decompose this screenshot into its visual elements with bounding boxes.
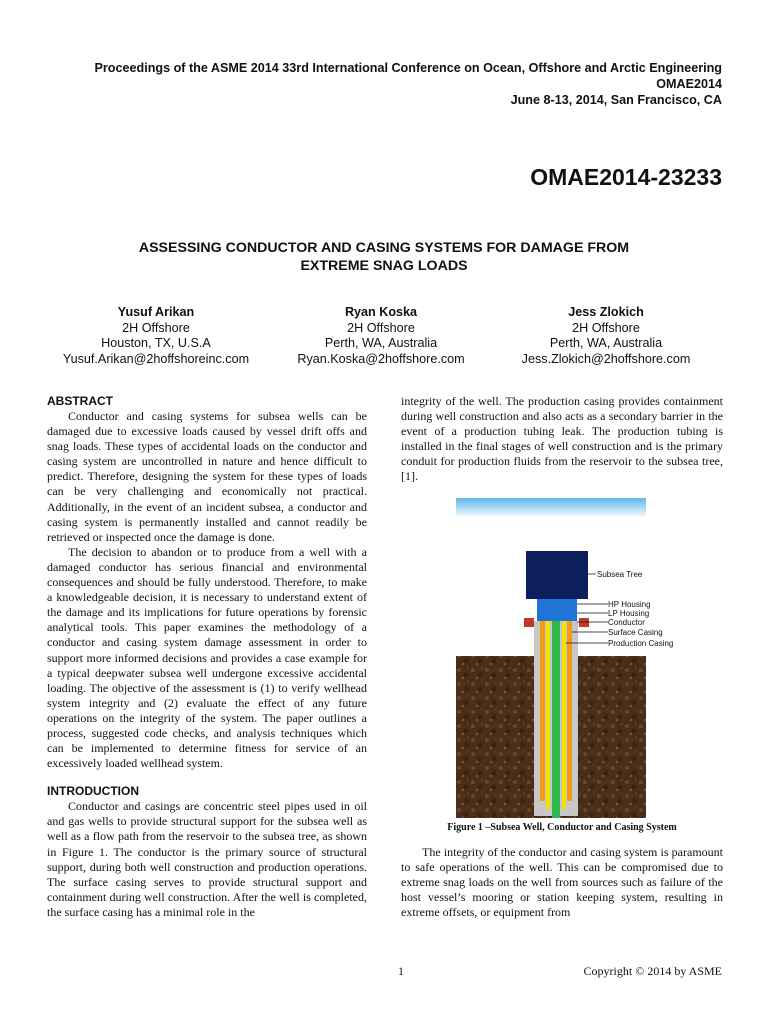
page-number: 1: [398, 964, 404, 978]
abstract-heading: ABSTRACT: [47, 394, 113, 408]
author-email: Ryan.Koska@2hoffshore.com: [297, 351, 465, 366]
title-line-1: ASSESSING CONDUCTOR AND CASING SYSTEMS FOR DAMAGE FROM: [138, 240, 630, 256]
label-lp-housing: LP Housing: [608, 609, 650, 618]
label-conductor: Conductor: [608, 618, 645, 627]
surface-casing-outer-left: [540, 621, 545, 801]
author-location: Perth, WA, Australia: [324, 336, 438, 350]
introduction-heading: INTRODUCTION: [47, 784, 139, 799]
right-column-lower: [401, 845, 723, 920]
abstract-paragraph-2: The decision to abandon or to produce from a well with a damaged conductor has serious financial and environmental consequences and should be fully understood. Therefore, to make a knowledgeable decision, it is necessary to understand extent of the damage and its implications for future operations by forensic analytical tools. This paper examines the methodology of a conductor and casing system damage assessment in order to support more informed decisions and provides a case example for a typical deepwater subsea well undergone excessive accidental loading. The objective of the assessment is (1) to verify wellhead system integrity and (2) evaluate the effect of any future operations on the integrity of the system. The paper outlines a process, suggested code checks, and analysis techniques which can be implemented to determine fitness for service of an excessively loaded wellhead system.: [47, 544, 367, 771]
conductor-flange-right: [579, 618, 589, 627]
production-casing-left: [546, 621, 550, 809]
author-block-3: [491, 305, 721, 367]
proceedings-line-2: OMAE2014: [656, 77, 722, 91]
author-org: 2H Offshore: [572, 320, 640, 335]
author-org: 2H Offshore: [347, 320, 415, 335]
introduction-paragraph-1: Conductor and casings are concentric steel pipes used in oil and gas wells to provide structural support for the subsea well as well as a flow path from the reservoir to the subsea tree, as shown in Figure 1. The conductor is the primary source of structural support, during both well construction and production operations. The surface casing serves to provide structural support and containment during well construction. After the well is completed, the surface casing has a minimal role in the: [47, 799, 367, 919]
author-location: Perth, WA, Australia: [549, 336, 663, 350]
author-email: Jess.Zlokich@2hoffshore.com: [521, 351, 691, 366]
abstract-paragraph-1: Conductor and casing systems for subsea wells can be damaged due to excessive loads caused by vessel drift offs and snag loads. These types of accidental loads on the conductor and casing system are uncontrolled in nature and hence difficult to predict. Therefore, designing the system for these types of loads can be very challenging and economically not practical. Additionally, in the event of an incident subsea, a conductor and casing system is permanently installed and cannot readily be retrieved or inspected once the damage is done.: [47, 409, 367, 544]
proceedings-line-1: Proceedings of the ASME 2014 33rd International Conference on Ocean, Offshore and Arctic Engineering: [94, 61, 722, 75]
author-name: Jess Zlokich: [568, 305, 644, 319]
copyright-notice: Copyright © 2014 by ASME: [583, 964, 722, 978]
label-production-casing: Production Casing: [608, 639, 674, 648]
author-org: 2H Offshore: [122, 320, 190, 335]
left-column: [47, 394, 367, 920]
water-band: [456, 498, 646, 518]
author-block-2: [266, 305, 496, 367]
author-block-1: [41, 305, 271, 367]
production-tubing: [552, 621, 560, 818]
label-surface-casing: Surface Casing: [608, 628, 663, 637]
figure-caption: Figure 1 –Subsea Well, Conductor and Casing System: [447, 822, 677, 833]
label-hp-housing: HP Housing: [608, 600, 651, 609]
label-subsea-tree: Subsea Tree: [597, 570, 643, 579]
title-line-2: EXTREME SNAG LOADS: [300, 258, 468, 274]
proceedings-line-3: June 8-13, 2014, San Francisco, CA: [510, 93, 722, 107]
subsea-tree-block: [526, 551, 588, 599]
paper-id: OMAE2014-23233: [530, 164, 722, 190]
production-casing-right: [562, 621, 566, 809]
paper-title: [0, 239, 768, 275]
hp-housing-block: [537, 599, 577, 621]
proceedings-header: [95, 60, 723, 108]
right-column: [401, 394, 723, 485]
author-email: Yusuf.Arikan@2hoffshoreinc.com: [62, 351, 250, 366]
subsea-well-figure: [456, 498, 716, 818]
conductor-flange-left: [524, 618, 534, 627]
introduction-paragraph-1-continued: integrity of the well. The production casing provides containment during well construction and also acts as a secondary barrier in the event of a production tubing leak. The production tubing is installed in the final stages of well construction and is the primary conduit for production fluids from the reservoir to the subsea tree, [1].: [401, 394, 723, 484]
author-name: Ryan Koska: [344, 305, 418, 319]
introduction-paragraph-2: The integrity of the conductor and casing system is paramount to safe operations of the well. This can be compromised due to extreme snag loads on the well from sources such as failure of the host vessel’s mooring or station keeping system, resulting in extreme offsets, or equipment from: [401, 845, 723, 920]
author-name: Yusuf Arikan: [117, 305, 195, 319]
author-location: Houston, TX, U.S.A: [101, 336, 211, 350]
surface-casing-outer-right: [567, 621, 572, 801]
